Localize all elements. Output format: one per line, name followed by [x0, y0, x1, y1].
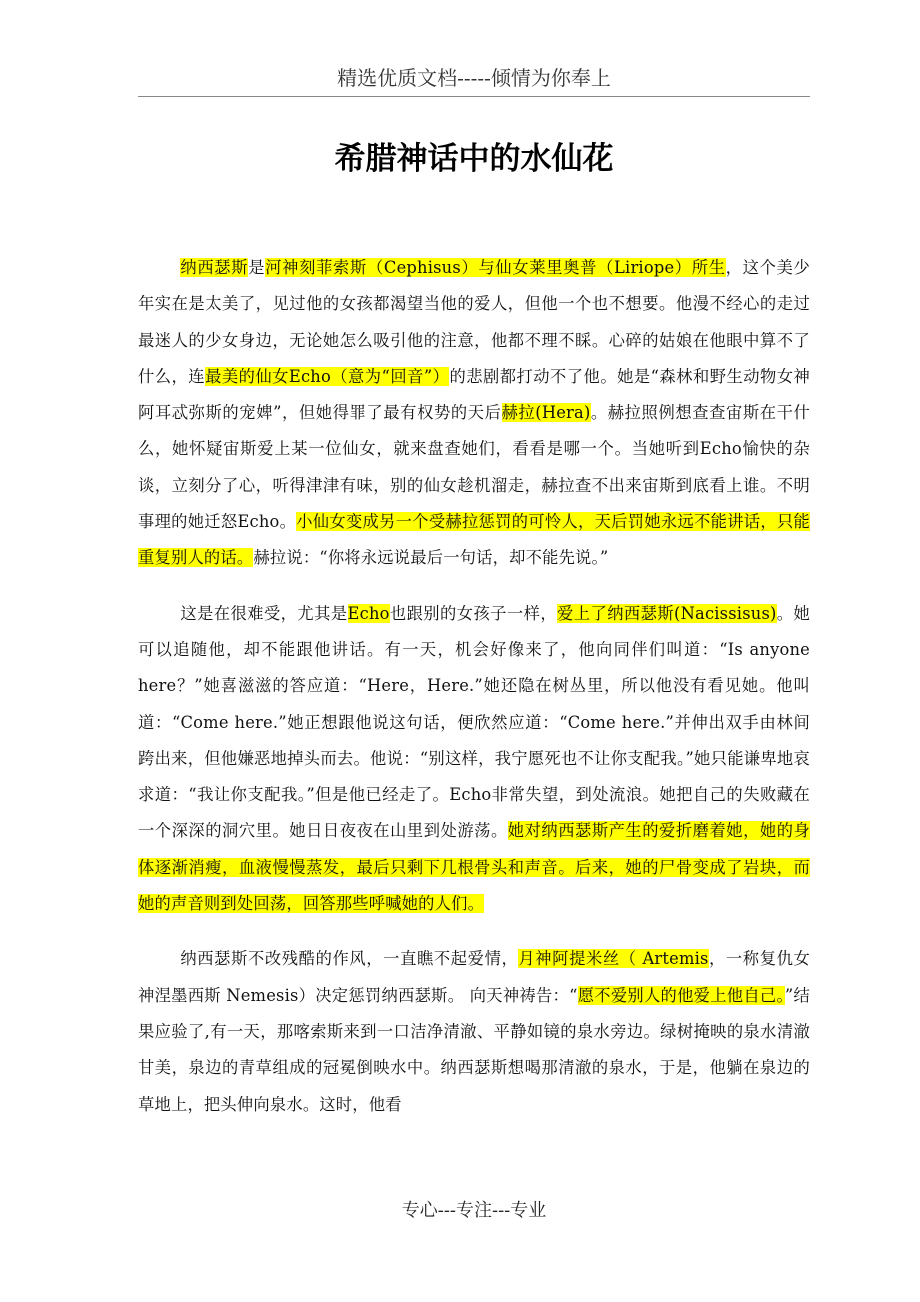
paragraph-2	[138, 596, 810, 923]
text-segment: Echo	[347, 603, 390, 623]
text-segment: 最美的仙女Echo（意为“回音”）	[205, 366, 450, 386]
text-segment: 也跟别的女孩子一样，	[389, 603, 558, 623]
text-segment: 的悲剧都打动不了他。她是“森林和野生动物女神阿耳忒弥斯的宠婢”，但她得罪了最有权势的天后	[138, 366, 811, 423]
text-segment: 月神阿提米丝（ Artemis	[518, 949, 709, 969]
document-body	[138, 250, 810, 1123]
text-segment: 她对纳西瑟斯产生的爱折磨着她，她的身体逐渐消瘦，血液慢慢蒸发，最后只剩下几根骨头和声音。后来，她的尸骨变成了岩块，而她的声音则到处回荡，回答那些呼喊她的人们。	[138, 821, 810, 914]
text-segment: ，一称复仇女神涅墨西斯 Nemesis）决定惩罚纳西瑟斯。 向天神祷告：“	[138, 949, 810, 1005]
text-segment: ”结果应验了,有一天，那喀索斯来到一口洁净清澈、平静如镜的泉水旁边。绿树掩映的泉水清澈甘美，泉边的青草组成的冠冕倒映水中。纳西瑟斯想喝那清澈的泉水，于是，他躺在泉边的草地上，把头伸向泉水。这时，他看	[138, 985, 810, 1114]
text-segment: 赫拉(Hera)	[501, 403, 591, 423]
text-segment: 纳西瑟斯不改残酷的作风，一直瞧不起爱情，	[180, 949, 519, 969]
text-segment: 。她可以追随他，却不能跟他讲话。有一天，机会好像来了，他向同伴们叫道：“Is anyone here？”她喜滋滋的答应道：“Here，Here.”她还隐在树丛里，所以他没有看见她。他叫道：“Come here.”她正想跟他说这句话，便欣然应道：“Come here.”并伸出双手由林间跨出来，但他嫌恶地掉头而去。他说：“别这样，我宁愿死也不让你支配我。”她只能谦卑地哀求道：“我让你支配我。”但是他已经走了。Echo非常失望，到处流浪。她把自己的失败藏在一个深深的洞穴里。她日日夜夜在山里到处游荡。	[138, 603, 810, 841]
paragraph-1	[138, 250, 810, 577]
paragraph-3	[138, 941, 810, 1122]
text-segment: 河神刻菲索斯（Cephisus）与仙女莱里奥普（Liriope）所生	[265, 258, 726, 277]
page-header: 精选优质文档-----倾情为你奉上	[337, 66, 611, 90]
document-title: 希腊神话中的水仙花	[334, 140, 614, 177]
header-divider	[138, 96, 810, 97]
text-segment: 爱上了纳西瑟斯(Nacissisus)	[557, 603, 777, 623]
text-segment: 。赫拉照例想查查宙斯在干什么，她怀疑宙斯爱上某一位仙女，就来盘查她们，看看是哪一个。当她听到Echo愉快的杂谈，立刻分了心，听得津津有味，别的仙女趁机溜走，赫拉查不出来宙斯到底看上谁。不明事理的她迁怒Echo。	[138, 403, 810, 532]
text-segment: 纳西瑟斯	[180, 258, 249, 277]
text-segment: 小仙女变成另一个受赫拉惩罚的可怜人，天后罚她永远不能讲话，只能重复别人的话。	[138, 512, 810, 568]
text-segment: 赫拉说：“你将永远说最后一句话，却不能先说。”	[253, 548, 609, 568]
text-segment: 这是在很难受，尤其是	[180, 603, 348, 623]
text-segment: ，这个美少年实在是太美了，见过他的女孩都渴望当他的爱人，但他一个也不想要。他漫不经心的走过最迷人的少女身边，无论她怎么吸引他的注意，他都不理不睬。心碎的姑娘在他眼中算不了什么，连	[138, 258, 810, 386]
text-segment: 愿不爱别人的他爱上他自己。	[577, 985, 785, 1005]
page-footer: 专心---专注---专业	[401, 1200, 547, 1221]
text-segment: 是	[248, 258, 266, 277]
